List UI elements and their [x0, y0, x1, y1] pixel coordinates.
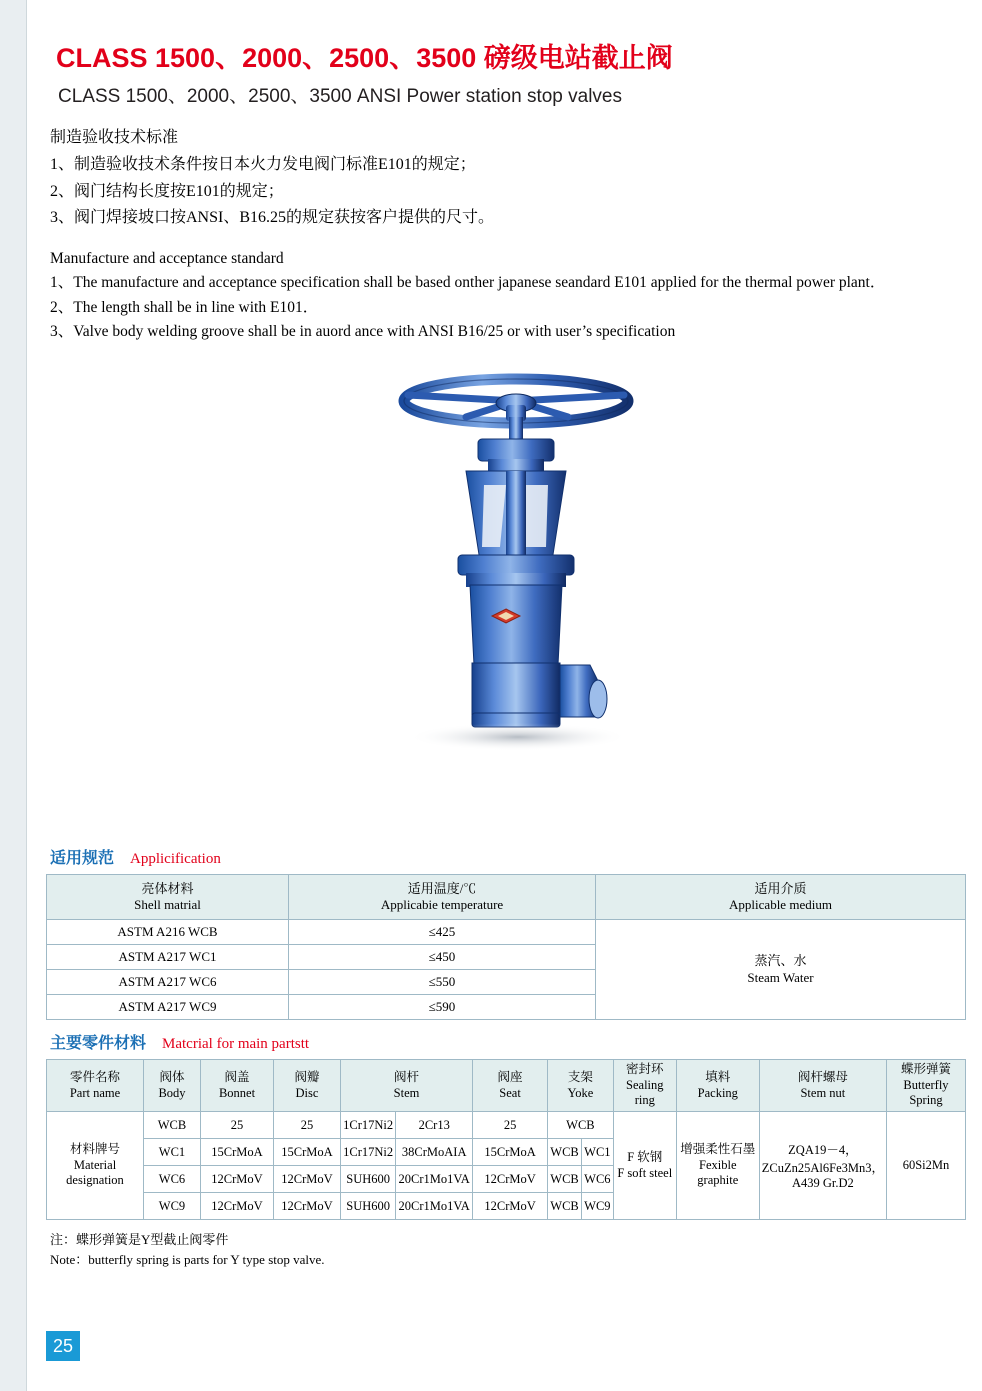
cell-temp-3: ≤550	[289, 970, 596, 995]
cell-packing	[676, 1112, 759, 1220]
page-number-badge: 25	[46, 1331, 80, 1361]
cell-bonnet-1: 25	[201, 1112, 274, 1139]
cell-stem-b-1: 2Cr13	[396, 1112, 473, 1139]
cell-stem-a-1: 1Cr17Ni2	[341, 1112, 396, 1139]
standard-en-block	[46, 233, 940, 343]
col-seat-en: Seat	[499, 1085, 521, 1100]
col-yoke-en: Yoke	[567, 1085, 594, 1100]
page-title-en: CLASS 1500、2000、2500、3500 ANSI Power station stop valves	[58, 86, 622, 107]
table-row	[47, 920, 966, 945]
col-packing-en: Packing	[697, 1085, 738, 1100]
cell-yoke-1: WCB	[548, 1112, 614, 1139]
cell-shell-3: ASTM A217 WC6	[47, 970, 289, 995]
standard-cn-line-1: 1、制造验收技术条件按日本火力发电阀门标准E101的规定；	[50, 155, 476, 173]
cell-medium	[596, 920, 966, 1020]
col-temperature-cn: 适用温度/℃	[407, 880, 477, 896]
left-margin-bar	[0, 0, 27, 1391]
note-en: Note：butterfly spring is parts for Y type stop valve.	[50, 1251, 325, 1267]
cell-shell-1: ASTM A216 WCB	[47, 920, 289, 945]
col-seat	[473, 1060, 548, 1112]
col-disc	[274, 1060, 341, 1112]
cell-sealing-ring-cn: F 软钢	[627, 1149, 663, 1164]
col-packing-cn: 填料	[705, 1070, 731, 1084]
material-heading-cn: 主要零件材料	[50, 1035, 147, 1053]
col-stem-cn: 阀杆	[394, 1070, 420, 1084]
col-body-cn: 阀体	[159, 1070, 185, 1084]
cell-sealing-ring	[613, 1112, 676, 1220]
figure-area	[46, 365, 966, 835]
cell-bonnet-4: 12CrMoV	[201, 1193, 274, 1220]
cell-stem-b-4: 20Cr1Mo1VA	[396, 1193, 473, 1220]
cell-stem-a-2: 1Cr17Ni2	[341, 1139, 396, 1166]
material-section-heading	[46, 1020, 966, 1059]
cell-medium-cn: 蒸汽、水	[754, 953, 807, 969]
cell-butterfly-spring: 60Si2Mn	[887, 1112, 966, 1220]
cell-packing-cn: 增强柔性石墨	[680, 1142, 756, 1157]
cell-stem-nut: ZQA19－4，ZCuZn25Al6Fe3Mn3，A439 Gr.D2	[759, 1112, 886, 1220]
row-header-en: Material designation	[66, 1157, 124, 1188]
cell-stem-b-3: 20Cr1Mo1VA	[396, 1166, 473, 1193]
col-shell-material-en: Shell matrial	[134, 897, 201, 913]
cell-seat-2: 15CrMoA	[473, 1139, 548, 1166]
col-butterfly-spring	[887, 1060, 966, 1112]
col-butterfly-spring-en: Butterfly Spring	[903, 1077, 949, 1108]
page-title-cn: CLASS 1500、2000、2500、3500 磅级电站截止阀	[56, 43, 673, 73]
cell-body-1: WCB	[144, 1112, 201, 1139]
col-stem-nut-en: Stem nut	[800, 1085, 846, 1100]
applicable-heading-en: Applicification	[130, 851, 221, 868]
cell-yoke-b-3: WC6	[581, 1166, 613, 1193]
cell-temp-4: ≤590	[289, 995, 596, 1020]
row-header-cn: 材料牌号	[69, 1142, 120, 1157]
cell-yoke-b-4: WC9	[581, 1193, 613, 1220]
cell-seat-3: 12CrMoV	[473, 1166, 548, 1193]
cell-body-3: WC6	[144, 1166, 201, 1193]
standard-en-line-1: 1、The manufacture and acceptance specification shall be based onther japanese seandard E101 applied for the thermal power plant．	[50, 274, 886, 292]
col-bonnet-cn: 阀盖	[224, 1070, 250, 1084]
col-stem-en: Stem	[393, 1085, 420, 1100]
applicable-heading-cn: 适用规范	[50, 850, 115, 868]
col-disc-cn: 阀瓣	[294, 1070, 320, 1084]
col-bonnet-en: Bonnet	[218, 1085, 256, 1100]
col-sealing-ring	[613, 1060, 676, 1112]
cell-disc-2: 15CrMoA	[274, 1139, 341, 1166]
col-stem-nut	[759, 1060, 886, 1112]
cell-seat-1: 25	[473, 1112, 548, 1139]
cell-disc-3: 12CrMoV	[274, 1166, 341, 1193]
standard-cn-block	[46, 108, 966, 231]
col-part-name-cn: 零件名称	[69, 1070, 120, 1084]
cell-yoke-b-2: WC1	[581, 1139, 613, 1166]
table-row	[47, 1112, 966, 1139]
col-medium	[596, 875, 966, 920]
standard-cn-line-3: 3、阀门焊接坡口按ANSI、B16.25的规定获按客户提供的尺寸。	[50, 209, 495, 227]
cell-packing-en: Fexible graphite	[697, 1157, 739, 1188]
applicable-range-table	[46, 874, 966, 1020]
page-content	[46, 0, 966, 1269]
col-packing	[676, 1060, 759, 1112]
cell-temp-1: ≤425	[289, 920, 596, 945]
col-seat-cn: 阀座	[497, 1070, 523, 1084]
standard-en-line-2: 2、The length shall be in line with E101．	[50, 298, 319, 316]
col-disc-en: Disc	[295, 1085, 319, 1100]
cell-yoke-a-3: WCB	[548, 1166, 582, 1193]
col-medium-cn: 适用介质	[754, 880, 807, 896]
col-stem-nut-cn: 阀杆螺母	[797, 1070, 848, 1084]
cell-stem-a-3: SUH600	[341, 1166, 396, 1193]
col-bonnet	[201, 1060, 274, 1112]
col-temperature	[289, 875, 596, 920]
cell-shell-2: ASTM A217 WC1	[47, 945, 289, 970]
col-body-en: Body	[158, 1085, 186, 1100]
cell-disc-4: 12CrMoV	[274, 1193, 341, 1220]
cell-sealing-ring-en: F soft steel	[617, 1165, 673, 1180]
col-yoke	[548, 1060, 614, 1112]
cell-yoke-a-2: WCB	[548, 1139, 582, 1166]
cell-seat-4: 12CrMoV	[473, 1193, 548, 1220]
table-note	[46, 1220, 966, 1269]
col-shell-material-cn: 亮体材料	[141, 880, 194, 896]
cell-bonnet-3: 12CrMoV	[201, 1166, 274, 1193]
standard-en-heading: Manufacture and acceptance standard	[50, 250, 284, 268]
col-medium-en: Applicable medium	[729, 897, 832, 913]
cell-disc-1: 25	[274, 1112, 341, 1139]
col-shell-material	[47, 875, 289, 920]
col-body	[144, 1060, 201, 1112]
col-part-name-en: Part name	[69, 1085, 121, 1100]
table-header-row	[47, 875, 966, 920]
table-header-row	[47, 1060, 966, 1112]
standard-en-line-3: 3、Valve body welding groove shall be in auord ance with ANSI B16/25 or with user’s specification	[50, 322, 676, 340]
col-sealing-ring-en: Sealing ring	[626, 1077, 664, 1108]
note-cn: 注：蝶形弹簧是Y型截止阀零件	[50, 1232, 229, 1248]
col-sealing-ring-cn: 密封环	[626, 1062, 664, 1077]
col-butterfly-spring-cn: 蝶形弹簧	[900, 1062, 951, 1077]
standard-cn-line-2: 2、阀门结构长度按E101的规定；	[50, 182, 284, 200]
cell-stem-a-4: SUH600	[341, 1193, 396, 1220]
row-header-material-designation	[47, 1112, 144, 1220]
col-part-name	[47, 1060, 144, 1112]
standard-cn-heading: 制造验收技术标准	[50, 129, 179, 146]
material-heading-en: Matcrial for main partstt	[162, 1036, 310, 1053]
main-parts-material-table	[46, 1059, 966, 1220]
cell-body-2: WC1	[144, 1139, 201, 1166]
cell-bonnet-2: 15CrMoA	[201, 1139, 274, 1166]
cell-yoke-a-4: WCB	[548, 1193, 582, 1220]
applicable-section-heading	[46, 835, 966, 874]
cell-medium-en: Steam Water	[747, 969, 814, 985]
cell-stem-b-2: 38CrMoAIA	[396, 1139, 473, 1166]
col-temperature-en: Applicabie temperature	[380, 897, 504, 913]
cell-shell-4: ASTM A217 WC9	[47, 995, 289, 1020]
cell-temp-2: ≤450	[289, 945, 596, 970]
valve-illustration	[346, 365, 686, 795]
col-yoke-cn: 支架	[567, 1070, 593, 1084]
col-stem	[341, 1060, 473, 1112]
cell-body-4: WC9	[144, 1193, 201, 1220]
